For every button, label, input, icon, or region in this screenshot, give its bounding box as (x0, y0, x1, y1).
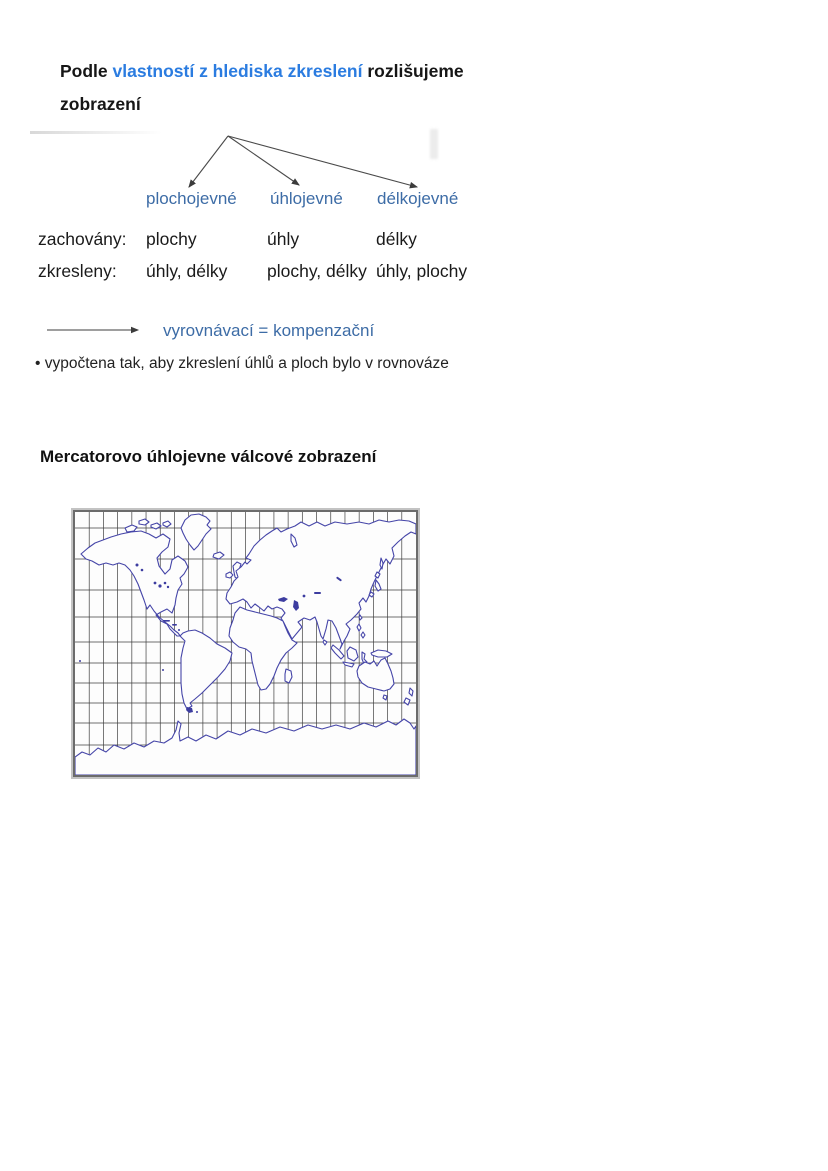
page-title (60, 55, 530, 121)
row-distorted-cell-2: plochy, délky (267, 261, 367, 281)
branch-label-plochojevne: plochojevné (146, 189, 237, 208)
mercator-map-image (73, 510, 418, 777)
row-preserved-label: zachovány: (38, 229, 127, 249)
row-distorted-label: zkresleny: (38, 261, 117, 281)
row-preserved-cell-3: délky (376, 229, 417, 249)
right-arrow-icon (45, 322, 150, 338)
row-preserved-cell-1: plochy (146, 229, 197, 249)
bullet-note: • vypočtena tak, aby zkreslení úhlů a ploch bylo v rovnováze (35, 355, 449, 372)
branch-label-delkojevne: délkojevné (377, 189, 459, 208)
compensation-label: vyrovnávací = kompenzační (163, 321, 375, 340)
row-distorted-cell-1: úhly, délky (146, 261, 228, 281)
branch-label-uhlojevne: úhlojevné (270, 189, 343, 208)
section-heading-mercator: Mercatorovo úhlojevne válcové zobrazení (40, 447, 377, 466)
branch-arrows-icon (140, 130, 440, 194)
title-part-3: rozlišujeme (362, 61, 464, 81)
row-preserved-cell-2: úhly (267, 229, 300, 249)
title-highlight: vlastností z hlediska zkreslení (112, 61, 363, 81)
row-distorted-cell-3: úhly, plochy (376, 261, 468, 281)
title-part-1: Podle (60, 61, 113, 81)
mercator-map-svg (75, 512, 416, 775)
title-part-4: zobrazení (60, 94, 141, 114)
